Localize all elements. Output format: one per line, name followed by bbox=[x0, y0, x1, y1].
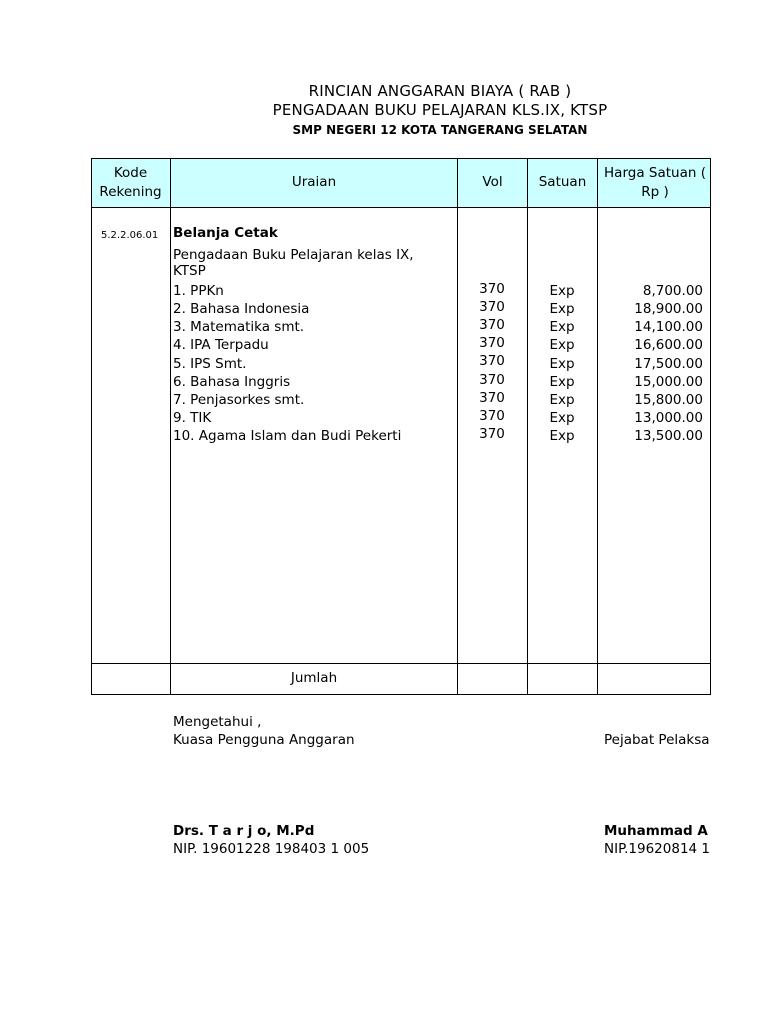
document-subtitle: PENGADAAN BUKU PELAJARAN KLS.IX, KTSP bbox=[272, 101, 608, 119]
col-border bbox=[710, 158, 711, 695]
budget-table bbox=[91, 158, 711, 695]
item-harga: 18,900.00 bbox=[634, 301, 703, 317]
item-vol: 370 bbox=[479, 299, 505, 315]
item-name: 1. PPKn bbox=[173, 283, 224, 299]
item-name: 3. Matematika smt. bbox=[173, 319, 305, 335]
kode-rekening-value: 5.2.2.06.01 bbox=[101, 230, 159, 241]
col-border bbox=[91, 158, 92, 695]
item-name: 6. Bahasa Inggris bbox=[173, 374, 291, 390]
col-border bbox=[527, 158, 528, 695]
item-satuan: Exp bbox=[549, 392, 575, 408]
total-label: Jumlah bbox=[290, 670, 338, 686]
item-harga: 15,000.00 bbox=[634, 374, 703, 390]
item-satuan: Exp bbox=[549, 410, 575, 426]
item-satuan: Exp bbox=[549, 301, 575, 317]
right-signer-nip: NIP.19620814 1 bbox=[604, 841, 711, 857]
description-text: Pengadaan Buku Pelajaran kelas IX, KTSP bbox=[173, 247, 414, 279]
right-signer-name: Muhammad A bbox=[604, 823, 708, 839]
document-title: RINCIAN ANGGARAN BIAYA ( RAB ) bbox=[308, 82, 572, 100]
col-border bbox=[170, 158, 171, 695]
header-uraian: Uraian bbox=[171, 158, 458, 208]
item-harga: 15,800.00 bbox=[634, 392, 703, 408]
item-harga: 13,500.00 bbox=[634, 428, 703, 444]
header-harga-satuan: Harga Satuan ( Rp ) bbox=[598, 158, 711, 208]
item-vol: 370 bbox=[479, 335, 505, 351]
header-vol: Vol bbox=[458, 158, 528, 208]
item-name: 7. Penjasorkes smt. bbox=[173, 392, 305, 408]
item-vol: 370 bbox=[479, 390, 505, 406]
item-harga: 14,100.00 bbox=[634, 319, 703, 335]
right-signer-role: Pejabat Pelaksa bbox=[604, 732, 710, 748]
item-name: 4. IPA Terpadu bbox=[173, 337, 269, 353]
item-vol: 370 bbox=[479, 281, 505, 297]
item-satuan: Exp bbox=[549, 428, 575, 444]
item-harga: 8,700.00 bbox=[642, 283, 703, 299]
item-name: 9. TIK bbox=[173, 410, 212, 426]
item-name: 10. Agama Islam dan Budi Pekerti bbox=[173, 428, 402, 444]
left-signer-name: Drs. T a r j o, M.Pd bbox=[173, 823, 315, 839]
item-vol: 370 bbox=[479, 408, 505, 424]
item-name: 5. IPS Smt. bbox=[173, 356, 247, 372]
left-signer-role: Kuasa Pengguna Anggaran bbox=[173, 732, 355, 748]
item-vol: 370 bbox=[479, 372, 505, 388]
item-satuan: Exp bbox=[549, 356, 575, 372]
item-vol: 370 bbox=[479, 353, 505, 369]
left-signer-nip: NIP. 19601228 198403 1 005 bbox=[173, 841, 370, 857]
header-satuan: Satuan bbox=[528, 158, 598, 208]
item-harga: 17,500.00 bbox=[634, 356, 703, 372]
table-bottom-border bbox=[91, 694, 711, 695]
category-label: Belanja Cetak bbox=[173, 225, 278, 241]
item-satuan: Exp bbox=[549, 283, 575, 299]
header-kode-rekening: Kode Rekening bbox=[91, 158, 171, 208]
item-vol: 370 bbox=[479, 426, 505, 442]
school-name: SMP NEGERI 12 KOTA TANGERANG SELATAN bbox=[292, 123, 588, 137]
item-harga: 16,600.00 bbox=[634, 337, 703, 353]
item-satuan: Exp bbox=[549, 374, 575, 390]
table-top-border bbox=[91, 158, 711, 159]
acknowledged-label: Mengetahui , bbox=[173, 714, 262, 730]
col-border bbox=[597, 158, 598, 695]
item-harga: 13,000.00 bbox=[634, 410, 703, 426]
item-vol: 370 bbox=[479, 317, 505, 333]
item-satuan: Exp bbox=[549, 319, 575, 335]
total-row-border bbox=[91, 663, 711, 664]
item-satuan: Exp bbox=[549, 337, 575, 353]
item-name: 2. Bahasa Indonesia bbox=[173, 301, 310, 317]
col-border bbox=[457, 158, 458, 695]
